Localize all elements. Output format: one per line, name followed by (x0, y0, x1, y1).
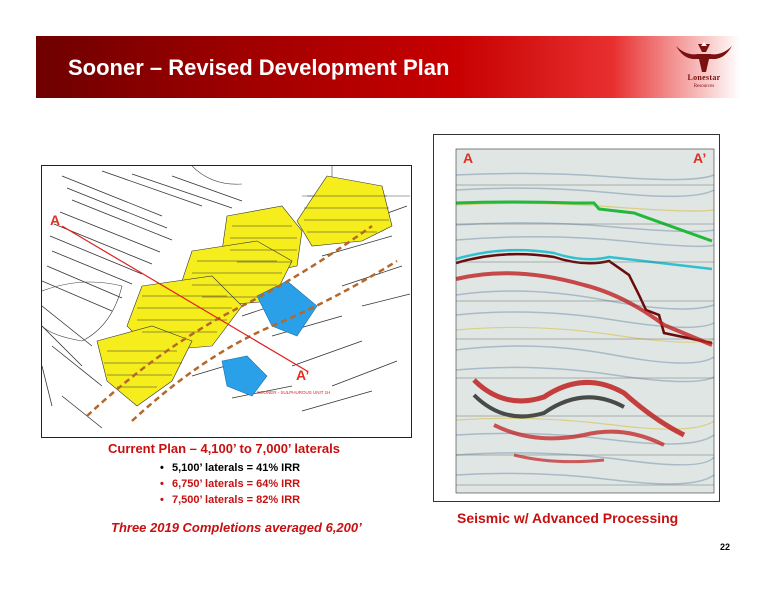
seismic-caption: Seismic w/ Advanced Processing (457, 510, 679, 526)
logo-subtitle: Resources (693, 84, 715, 89)
slide-title: Sooner – Revised Development Plan (68, 55, 450, 80)
well-annotation: SOONER - SULPHUROUS UNIT 1H (257, 390, 331, 395)
map-graphic (42, 166, 411, 437)
seismic-label-a-prime: A’ (693, 150, 707, 166)
logo-wordmark: Lonestar (687, 73, 721, 82)
page-number: 22 (720, 542, 731, 552)
irr-bullet: • 6,750’ laterals = 64% IRR (160, 476, 300, 492)
irr-bullet: • 5,100’ laterals = 41% IRR (160, 460, 300, 476)
completions-note: Three 2019 Completions averaged 6,200’ (111, 520, 362, 535)
longhorn-icon (672, 40, 736, 74)
seismic-graphic (434, 135, 719, 501)
map-label-a-prime: A’ (296, 367, 310, 383)
company-logo (672, 40, 736, 94)
current-plan-heading: Current Plan – 4,100’ to 7,000’ laterals (108, 441, 340, 456)
seismic-section (433, 134, 720, 502)
irr-bullet: • 7,500’ laterals = 82% IRR (160, 492, 300, 508)
irr-bullet-list (160, 460, 300, 508)
seismic-label-a: A (463, 150, 474, 166)
development-map (41, 165, 412, 438)
map-label-a: A (50, 212, 61, 228)
